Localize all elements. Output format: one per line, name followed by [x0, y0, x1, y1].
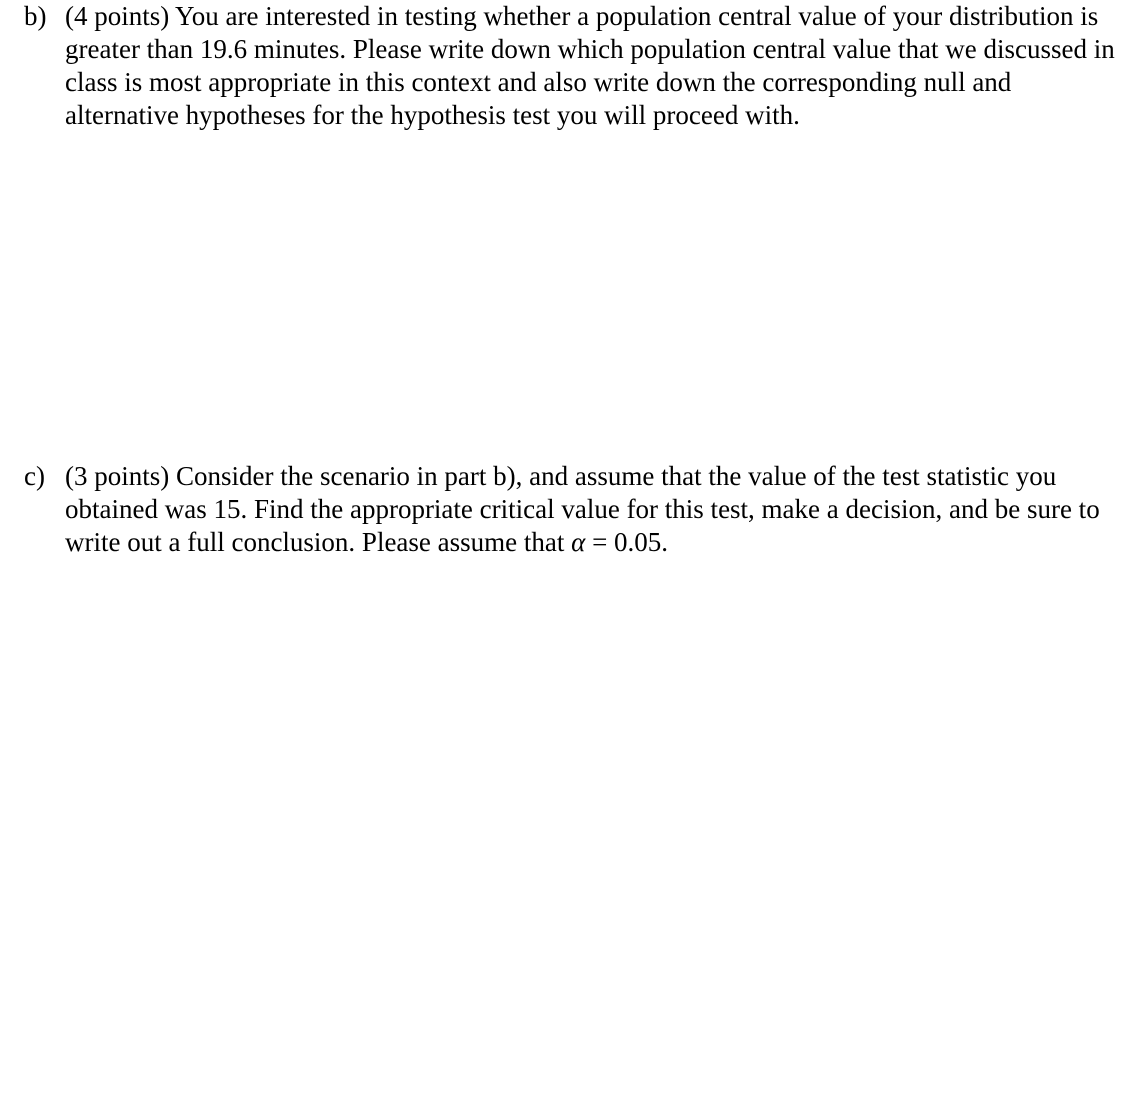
question-c-label: c)	[24, 461, 45, 491]
question-c-text	[65, 460, 1124, 559]
question-b-label: b)	[24, 1, 47, 31]
question-b-text: (4 points) You are interested in testing whether a population central value of your distribution is greater than 19.6 minutes. Please write down which population central value that we discussed in class is most appropriate in this context and also write down the corresponding null and alternative hypotheses for the hypothesis test you will proceed with.	[65, 1, 1115, 130]
question-b	[24, 0, 1124, 132]
alpha-value: = 0.05.	[585, 527, 669, 557]
alpha-symbol: α	[571, 527, 586, 557]
question-c-text-main: (3 points) Consider the scenario in part b), and assume that the value of the test statistic you obtained was 15. Find the appropriate critical value for this test, make a decision, and be sure to write out a full conclusion. Please assume that	[65, 461, 1100, 557]
question-c	[24, 460, 1124, 559]
